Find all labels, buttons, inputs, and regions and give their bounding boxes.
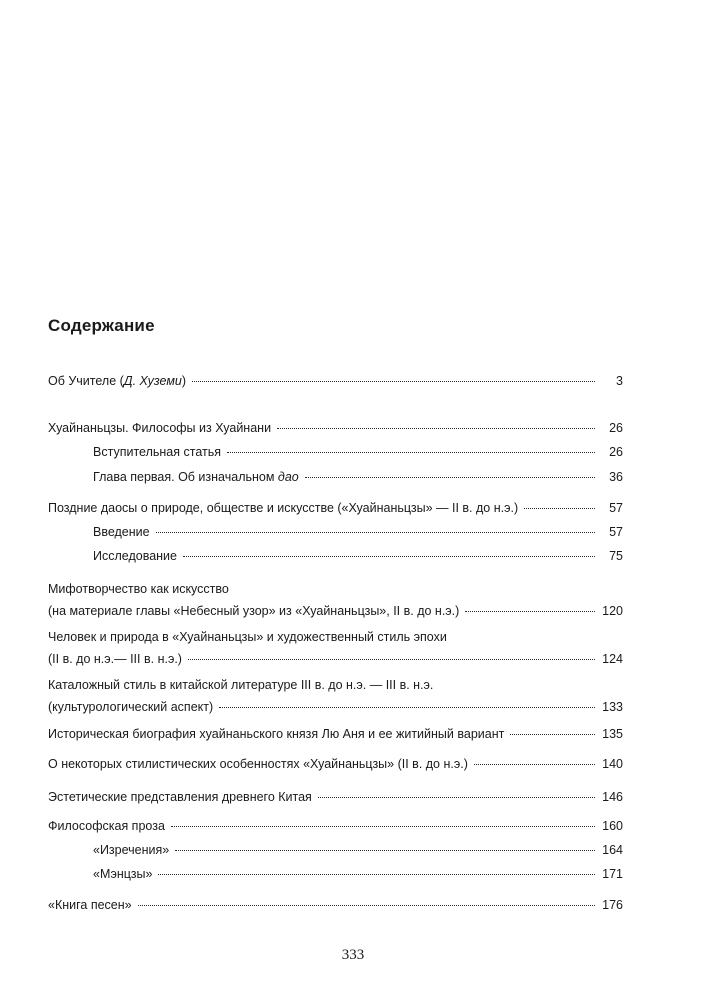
- toc-entry-text: Историческая биография хуайнаньского князя Лю Аня и ее житийный вариант: [48, 727, 505, 741]
- leader-dots: [183, 555, 595, 557]
- toc-entry-text: «Мэнцзы»: [93, 867, 153, 881]
- toc-entry-stylistic-features: [48, 756, 623, 772]
- toc-page-number: 146: [602, 790, 623, 804]
- toc-page-number: 135: [602, 727, 623, 741]
- toc-subentry-introduction: [93, 524, 623, 540]
- toc-page-number: 120: [602, 604, 623, 618]
- toc-page-number: 133: [602, 700, 623, 714]
- toc-entry-text: (на материале главы «Небесный узор» из «Хуайнаньцзы», II в. до н.э.): [48, 604, 460, 618]
- leader-dots: [175, 849, 595, 851]
- toc-heading: Содержание: [48, 316, 155, 335]
- leader-dots: [277, 427, 595, 429]
- leader-dots: [510, 733, 595, 735]
- toc-page-number: 171: [602, 867, 623, 881]
- toc-page-number: 3: [616, 374, 623, 388]
- toc-entry-about-teacher: [48, 373, 623, 389]
- toc-entry-huainanzi-philosophers: [48, 420, 623, 436]
- leader-dots: [192, 380, 595, 382]
- toc-entry-text: Эстетические представления древнего Китая: [48, 790, 312, 804]
- toc-page-number: 75: [609, 549, 623, 563]
- toc-entry-late-daoists: [48, 500, 623, 516]
- toc-entry-text: О некоторых стилистических особенностях «Хуайнаньцзы» (II в. до н.э.): [48, 757, 468, 771]
- toc-entry-philosophical-prose: [48, 818, 623, 834]
- toc-entry-first-line: Каталожный стиль в китайской литературе III в. до н.э. — III в. н.э.: [48, 678, 434, 692]
- leader-dots: [465, 610, 595, 612]
- leader-dots: [171, 825, 595, 827]
- toc-entry-book-of-songs: [48, 897, 623, 913]
- toc-page-number: 164: [602, 843, 623, 857]
- toc-entry-aesthetic-ideas: [48, 789, 623, 805]
- toc-entry-text: Исследование: [93, 549, 177, 563]
- toc-entry-man-and-nature: [48, 629, 623, 667]
- toc-entry-first-line: Человек и природа в «Хуайнаньцзы» и художественный стиль эпохи: [48, 630, 447, 644]
- page-number-footer: 333: [341, 947, 365, 963]
- toc-subentry-research: [93, 548, 623, 564]
- leader-dots: [474, 763, 595, 765]
- toc-subentry-introductory-article: [93, 444, 623, 460]
- toc-page-number: 176: [602, 898, 623, 912]
- leader-dots: [188, 658, 595, 660]
- toc-subentry-analects: [93, 842, 623, 858]
- toc-entry-text: Хуайнаньцзы. Философы из Хуайнани: [48, 421, 272, 435]
- leader-dots: [156, 531, 595, 533]
- toc-page-number: 57: [609, 525, 623, 539]
- leader-dots: [318, 796, 595, 798]
- toc-page-number: 26: [609, 445, 623, 459]
- leader-dots: [158, 873, 595, 875]
- toc-subentry-mencius: [93, 866, 623, 882]
- toc-entry-text: Глава первая. Об изначальном дао: [93, 470, 299, 484]
- leader-dots: [305, 476, 595, 478]
- toc-entry-text: «Изречения»: [93, 843, 170, 857]
- leader-dots: [227, 451, 595, 453]
- toc-entry-catalogue-style: [48, 677, 623, 715]
- toc-page-number: 26: [609, 421, 623, 435]
- toc-entry-text: «Книга песен»: [48, 898, 132, 912]
- toc-entry-first-line: Мифотворчество как искусство: [48, 582, 229, 596]
- leader-dots: [219, 706, 595, 708]
- toc-entry-historical-biography: [48, 726, 623, 742]
- toc-subentry-chapter-one: [93, 469, 623, 485]
- toc-entry-text: (культурологический аспект): [48, 700, 214, 714]
- toc-entry-text: Философская проза: [48, 819, 165, 833]
- toc-entry-text: Об Учителе (Д. Хуземи): [48, 374, 187, 388]
- toc-page-number: 57: [609, 501, 623, 515]
- toc-entry-text: Введение: [93, 525, 150, 539]
- toc-page-number: 140: [602, 757, 623, 771]
- leader-dots: [138, 904, 595, 906]
- leader-dots: [524, 507, 595, 509]
- toc-page-number: 124: [602, 652, 623, 666]
- toc-page-number: 36: [609, 470, 623, 484]
- toc-entry-text: (II в. до н.э.— III в. н.э.): [48, 652, 182, 666]
- toc-entry-mythmaking: [48, 581, 623, 619]
- toc-entry-text: Вступительная статья: [93, 445, 221, 459]
- toc-entry-text: Поздние даосы о природе, обществе и искусстве («Хуайнаньцзы» — II в. до н.э.): [48, 501, 519, 515]
- toc-page-number: 160: [602, 819, 623, 833]
